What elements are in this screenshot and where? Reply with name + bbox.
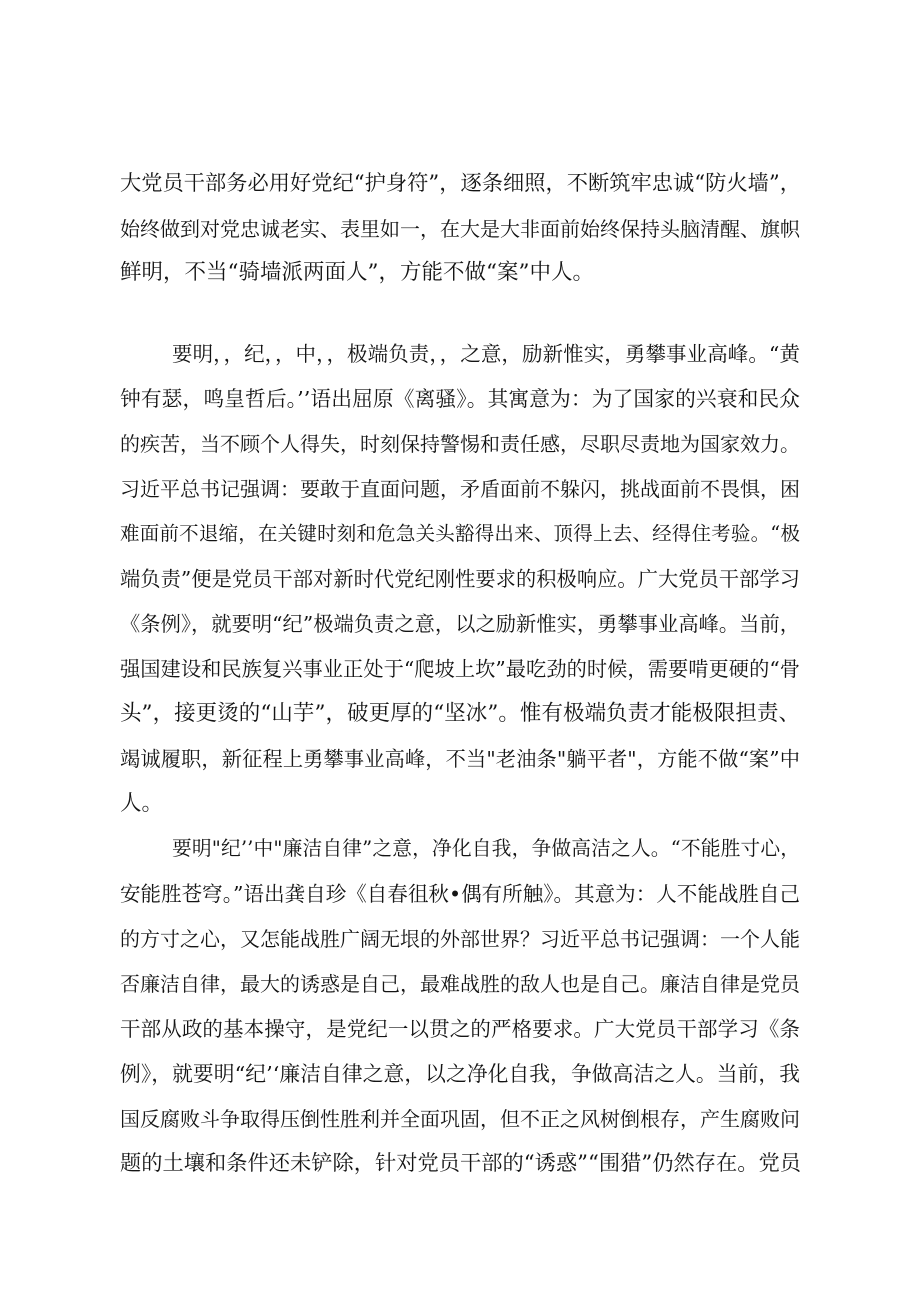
paragraph-2-line-4: 习近平总书记强调：要敢于直面问题，矛盾面前不躲闪，挑战面前不畏惧，困 [120, 477, 800, 501]
paragraph-2-line-10: 竭诚履职，新征程上勇攀事业高峰，不当"老油条"躺平者"，方能不做“案”中 [120, 747, 800, 771]
paragraph-3-line-7: 国反腐败斗争取得压倒性胜利并全面巩固，但不正之风树倒根存，产生腐败问 [120, 1107, 800, 1131]
paragraph-2-line-3: 的疾苦，当不顾个人得失，时刻保持警惕和责任感，尽职尽责地为国家效力。 [120, 432, 800, 456]
paragraph-1-line-2: 始终做到对党忠诚老实、表里如一，在大是大非面前始终保持头脑清醒、旗帜 [120, 217, 800, 241]
paragraph-2-line-8: 强国建设和民族复兴事业正处于“爬坡上坎”最吃劲的时候，需要啃更硬的“骨 [120, 657, 800, 681]
paragraph-2-line-1: 要明，，纪，，中，，极端负责，，之意，励新惟实，勇攀事业高峰。“黄 [172, 342, 800, 366]
paragraph-3-line-1: 要明"纪’’中"廉洁自律”之意，净化自我，争做高洁之人。“不能胜寸心， [172, 837, 800, 860]
paragraph-3-line-2: 安能胜苍穹。”语出龚自珍《自春徂秋•偶有所触》。其意为：人不能战胜自己 [120, 882, 800, 906]
paragraph-2-line-5: 难面前不退缩，在关键时刻和危急关头豁得出来、顶得上去、经得住考验。“极 [120, 522, 800, 545]
paragraph-2-line-6: 端负责”便是党员干部对新时代党纪刚性要求的积极响应。广大党员干部学习 [120, 567, 800, 591]
paragraph-3-line-4: 否廉洁自律，最大的诱惑是自己，最难战胜的敌人也是自己。廉洁自律是党员 [120, 972, 800, 996]
paragraph-3-line-6: 例》，就要明“纪’‘廉洁自律之意，以之净化自我，争做高洁之人。当前，我 [120, 1062, 800, 1086]
paragraph-1-line-1: 大党员干部务必用好党纪“护身符”，逐条细照，不断筑牢忠诚“防火墙”， [120, 171, 801, 196]
paragraph-2-line-2: 钟有瑟，鸣皇哲后。’’语出屈原《离骚》。其寓意为：为了国家的兴衰和民众 [120, 387, 800, 411]
paragraph-3-line-3: 的方寸之心，又怎能战胜广阔无垠的外部世界？习近平总书记强调：一个人能 [120, 927, 800, 951]
paragraph-2-line-11: 人。 [120, 791, 164, 816]
paragraph-2-line-9: 头”，接更烫的“山芋”，破更厚的“坚冰”。惟有极端负责才能极限担责、 [120, 701, 800, 726]
paragraph-3-line-5: 干部从政的基本操守，是党纪一以贯之的严格要求。广大党员干部学习《条 [120, 1017, 800, 1041]
paragraph-2-line-7: 《条例》，就要明“纪”极端负责之意，以之励新惟实，勇攀事业高峰。当前， [120, 612, 800, 636]
paragraph-1-line-3: 鲜明，不当“骑墙派两面人”，方能不做“案”中人。 [120, 260, 594, 285]
paragraph-3-line-8: 题的土壤和条件还未铲除，针对党员干部的“诱惑”“围猎”仍然存在。党员 [120, 1151, 801, 1176]
